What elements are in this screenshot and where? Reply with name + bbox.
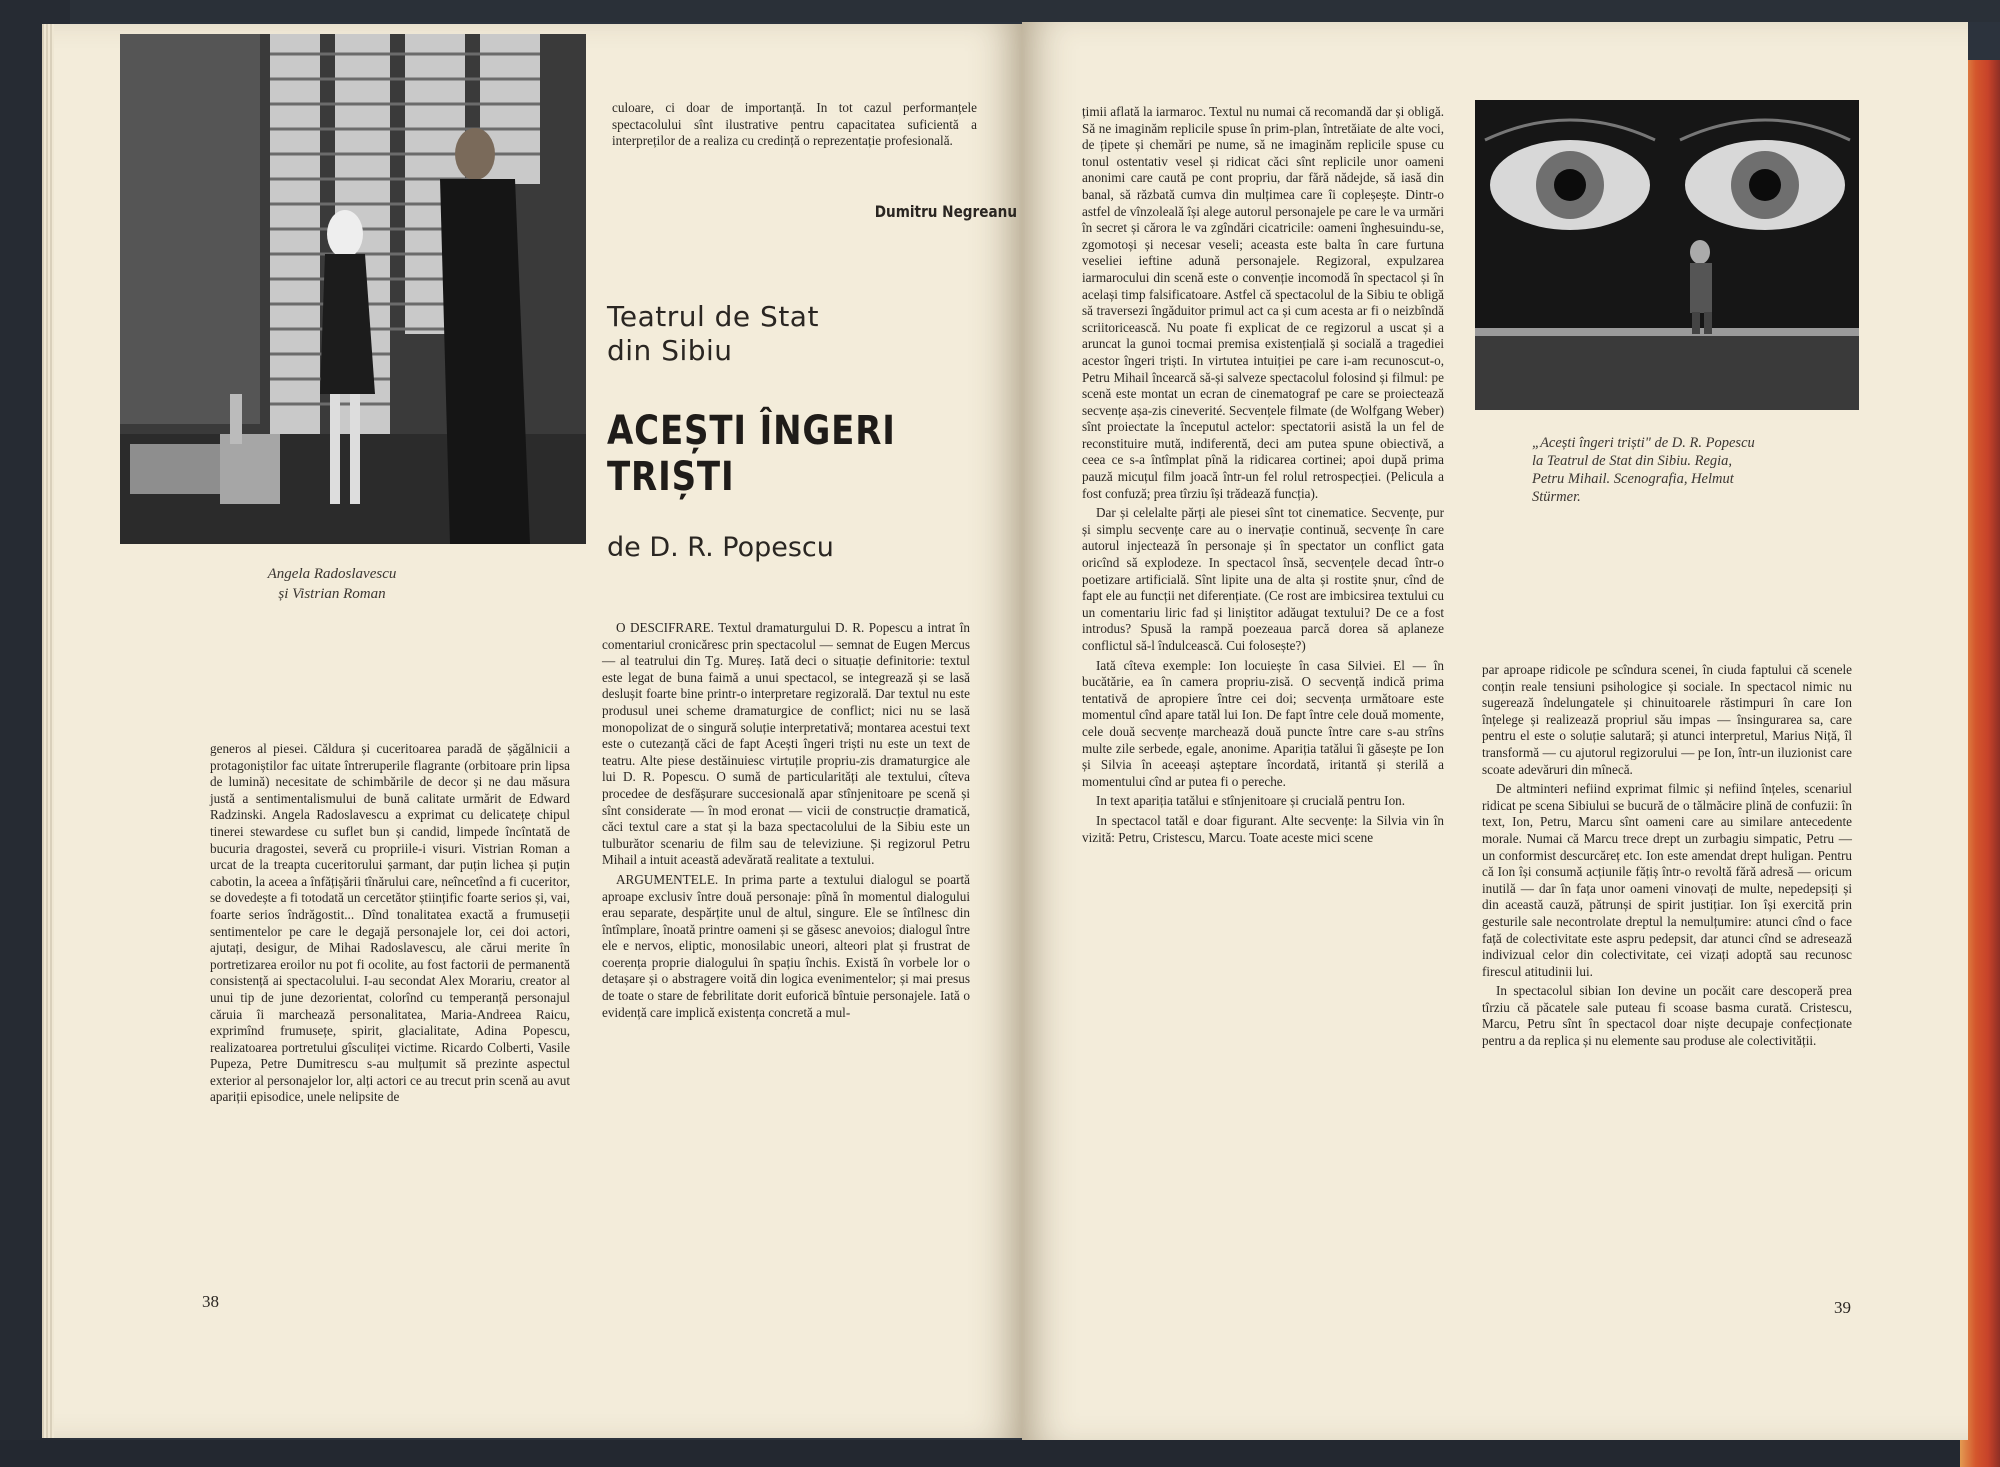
paragraph: Dar și celelalte părți ale piesei sînt tot cinematice. Secvențe, pur și simplu secvențe care au o inervație continuă, secvențe în care autorul injectează în personaje și în spectator un conflict gata oricînd să explodeze. In spectacol însă, secvențele decad într-o poetizare artificială. Sînt lipite una de alta și rostite șnur, cînd de fapt ele au funcții net diferențiate. (Ce rost are imbicsirea textului cu un comentariu liric fad și liniștitor adăugat textului? De ce a fost introdus? Spusă la rampă poezeaua parcă dorea să aplaneze conflictul să-l îndulcească. Cui folosește?) bbox=[1082, 505, 1444, 653]
right-column-1 bbox=[1082, 104, 1444, 849]
page-number-right: 39 bbox=[1834, 1298, 1851, 1317]
right-column-2 bbox=[1482, 662, 1852, 1053]
left-column-2-top bbox=[612, 100, 977, 153]
article-venue bbox=[607, 300, 819, 368]
left-page bbox=[42, 24, 1022, 1438]
caption-line: Petru Mihail. Scenografia, Helmut bbox=[1532, 471, 1734, 487]
stage-photo-eyes bbox=[1475, 100, 1859, 410]
page-edges-left bbox=[42, 24, 54, 1438]
caption-line: Angela Radoslavescu bbox=[267, 566, 397, 582]
paragraph: par aproape ridicole pe scîndura scenei, în ciuda faptului că scenele conțin reale tensiuni psihologice și sociale. In spectacol nimic nu sugerează îndelungatele și chinuitoarele răstimpuri în care Ion înțelege și realizează propriul său impas — însingurarea sa, care pentru el este o soluție salutară; și atunci interpretul, Marius Niță, îl transformă — cu ajutorul regizorului — pe Ion, într-un iluzionist care scoate adevăruri din mînecă. bbox=[1482, 662, 1852, 777]
paragraph: In text apariția tatălui e stînjenitoare și crucială pentru Ion. bbox=[1096, 793, 1406, 809]
right-page bbox=[1022, 22, 1968, 1440]
title-line: ACEȘTI ÎNGERI bbox=[607, 408, 896, 454]
left-column-2 bbox=[602, 620, 970, 1024]
book-cover-bottom bbox=[0, 1440, 2000, 1467]
paragraph: țimii aflată la iarmaroc. Textul nu numai că recomandă dar și obligă. Să ne imaginăm replicile spuse în prim-plan, întretăiate de alte voci, de țipete și chemări pe nume, să ne imaginăm replicile spuse cu tonul ostentativ vesel și ridicat căci sînt replicile unor oameni anonimi care caută pe cont propriu, dar fără nădejde, să iasă din banal, să răzbată cumva din mulțimea care îi copleșește. Dintr-o astfel de vînzoleală își alege autorul personajele pe care le va urmări în secret și cărora le va zgîndări cicatricile: oameni înghesuindu-se, zgomotoși și necesar veseli; aceasta este balta în care furtuna veseliei ieftine adună personajele. Regizoral, expulzarea iarmarocului din scenă este o convenție incomodă în spectacol și în același timp falsificatoare. Astfel că spectacolul de la Sibiu te obligă să traversezi îngăduitor primul act ca și cum acesta ar fi o neizbîndă scriitoricească. Nu poate fi explicat de ce regizorul a uscat și a aruncat la gunoi tocmai premisa existențială și socială a tragediei acestor îngeri triști. In virtutea intuiției pe care i-am recunoscut-o, Petru Mihail încearcă să-și salveze spectacolul folosind și filmul: pe scenă este montat un ecran de cinematograf pe care se proiectează secvențe așa-zis cineverité. Secvențele filmate (de Wolfgang Weber) sînt proiectate la începutul actelor: spectatorii asistă la un fel de reconstituire mută, indiferentă, deci am putea spune obiectivă, a ceea ce s-a întîmplat pînă la ridicarea cortinei; apoi după prima pauză micuțul film joacă într-un fel rolul retrospecției. (Pelicula a fost confuză; prea tîrziu își trădează funcția). bbox=[1082, 104, 1444, 501]
paragraph: De altminteri nefiind exprimat filmic și nefiind înțeles, scenariul ridicat pe scena Sibiului se bucură de o tălmăcire plină de confuzii: în text, Ion, Petru, Marcu sînt oameni care au similare antecedente morale. Numai că Marcu trece drept un zurbagiu simpatic, Petru — un conformist descurcăreț etc. Ion este amendat drept huligan. Pentru că Ion își consumă acțiunile fățiș într-o revoltă fără adresă — oricum inutilă — dar în fața unor oameni vinovați de multe, nepedepsiți și din această cauză, pătrunși de spirit justițiar. Ion își exercită prin gesturile sale necontrolate dreptul la nemulțumire: atunci cînd o face față de colectivitate este aspru pedepsit, dar atunci cînd se adresează indivizual celor din colectivitate, cei vizați adoptă sau recunosc firescul atitudinii lui. bbox=[1482, 781, 1852, 979]
photo-caption-left bbox=[242, 564, 422, 604]
article-author: de D. R. Popescu bbox=[607, 532, 834, 563]
eyes-photo-image bbox=[1475, 100, 1859, 410]
book-cover-top bbox=[0, 0, 2000, 22]
paragraph: O DESCIFRARE. Textul dramaturgului D. R. Popescu a intrat în comentariul cronicăresc prin spectacolul — semnat de Eugen Mercus — al teatrului din Tg. Mureș. Iată deci o situație definitorie: textul este legat de buna faimă a unui spectacol, se integrează și se lasă deslușit foarte bine printr-o interpretare regizorală. Dar textul nu este produsul unei scheme dramaturgice de conflict; nici nu se lasă monopolizat de o singură soluție interpretativă; montarea acestui text este o cutezanță căci de fapt Acești îngeri triști nu este un text de teatru. Alte piese destăinuiesc virtuțile propriu-zis dramaturgice ale lui D. R. Popescu. O sumă de particularități ale textului, cîteva procedee de desfășurare succesională apar stînjenitoare pe scenă și sînt considerate — în mod eronat — vicii de construcție dramatică, căci textul care a stat și la baza spectacolului de la Sibiu este un tulburător scenariu de film sau de televiziune. Și regizorul Petru Mihail a intuit această adevărată realitate a textului. bbox=[602, 620, 970, 868]
paragraph: culoare, ci doar de importanță. In tot cazul performanțele spectacolului sînt ilustrative pentru capacitatea suficientă a interpreților de a realiza cu credință o reprezentație profesională. bbox=[612, 100, 977, 149]
page-number-left: 38 bbox=[202, 1292, 219, 1311]
paragraph: In spectacolul sibian Ion devine un pocăit care descoperă prea tîrziu că păcatele sale puteau fi scoase basma curată. Cristescu, Marcu, Petru sînt în spectacol doar niște decupaje confecționate pentru a da replica și nu elemente sau produse ale colectivității. bbox=[1482, 983, 1852, 1049]
title-line: TRIȘTI bbox=[607, 454, 735, 500]
paragraph: Iată cîteva exemple: Ion locuiește în casa Silviei. El — în bucătărie, ea în camera propriu-zisă. O secvență indică prima tentativă de apropiere între cei doi; secvența următoare este momentul cînd apare tatăl lui Ion. De fapt între cele două momente, cele două secvențe marchează două puncte între care s-au strîns multe zile serbede, egale, anonime. Apariția tatălui îi găsește pe Ion și Silvia în aceeași așteptare încordată, iritantă și sterilă a momentului cînd ar putea fi o pereche. bbox=[1082, 657, 1444, 789]
paragraph: generos al piesei. Căldura și cuceritoarea paradă de șăgălnicii a protagoniștilor fac uitate întreruperile flagrante (orbitoare prin lipsa de lumină) necesitate de schimbările de decor și ne dau măsura justă a sentimentalismului de bună calitate urmărit de Edward Radzinski. Angela Radoslavescu a exprimat cu delicatețe chipul tinerei stewardese cu suflet bun și candid, limpede încîntată de bucuria dragostei, severă cu propriile-i visuri. Vistrian Roman a urcat de la treapta cuceritorului șarmant, dar puțin lichea și puțin cabotin, la aceea a înfățișării tînărului care, neîncetînd a fi cuceritor, se dovedește a fi totodată un cercetător științific foarte serios și, vai, foarte serios îndrăgostit... Dînd tonalitatea exactă a frumuseții sentimentelor pe care le degajă personajele lor, cei doi actori, ajutați, desigur, de Mihai Radoslavescu, ale cărui merite în portretizarea eroilor nu pot fi ocolite, au fost factorii de permanentă consistență ai spectacolului. I-au secondat Alex Morariu, creator al unui tip de june dezorientat, colorînd cu temperanță personajul căruia îi marchează personalitatea, Maria-Andreea Raicu, exprimînd frumusețe, spirit, glacialitate, Adina Popescu, realizatoarea portretului gîsculiței victime. Ricardo Colberti, Vasile Pupeza, Petre Dumitrescu s-au mulțumit să prezinte aspectul exterior al personajelor lor, alți actori ce au trecut prin scenă au avut apariții episodice, unele nelipsite de bbox=[210, 741, 570, 1105]
caption-line: și Vistrian Roman bbox=[278, 586, 386, 602]
venue-line: din Sibiu bbox=[607, 334, 733, 367]
caption-line: la Teatrul de Stat din Sibiu. Regia, bbox=[1532, 453, 1733, 469]
caption-line: „Acești îngeri triști" de D. R. Popescu bbox=[1532, 435, 1755, 451]
review-author: Dumitru Negreanu bbox=[874, 202, 1017, 221]
stage-photo-actors bbox=[120, 34, 586, 544]
article-title bbox=[607, 408, 896, 500]
photo-caption-right bbox=[1532, 434, 1864, 506]
stage-photo-image bbox=[120, 34, 586, 544]
left-column-1 bbox=[210, 741, 570, 1109]
paragraph: In spectacol tatăl e doar figurant. Alte secvențe: la Silvia vin în vizită: Petru, Cristescu, Marcu. Toate aceste mici scene bbox=[1082, 812, 1444, 845]
venue-line: Teatrul de Stat bbox=[607, 300, 819, 333]
paragraph: ARGUMENTELE. In prima parte a textului dialogul se poartă aproape exclusiv între două personaje: pînă în momentul dialogului erau separate, despărțite unul de altul, singure. Ele se întîlnesc din întîmplare, înoată printre oameni și se găsesc anevoios; dialogul între ele e nervos, eliptic, monosilabic uneori, alteori plat și frustrat de coerența proprie dialogului în spațiu închis. Există în vorbele lor o detașare și o abstragere voită din logica evenimentelor; și mai presus de toate o stare de febrilitate dorit euforică bîntuie personajele. Iată o evidență care implică existența concretă a mul- bbox=[602, 871, 970, 1020]
caption-line: Stürmer. bbox=[1532, 489, 1581, 505]
